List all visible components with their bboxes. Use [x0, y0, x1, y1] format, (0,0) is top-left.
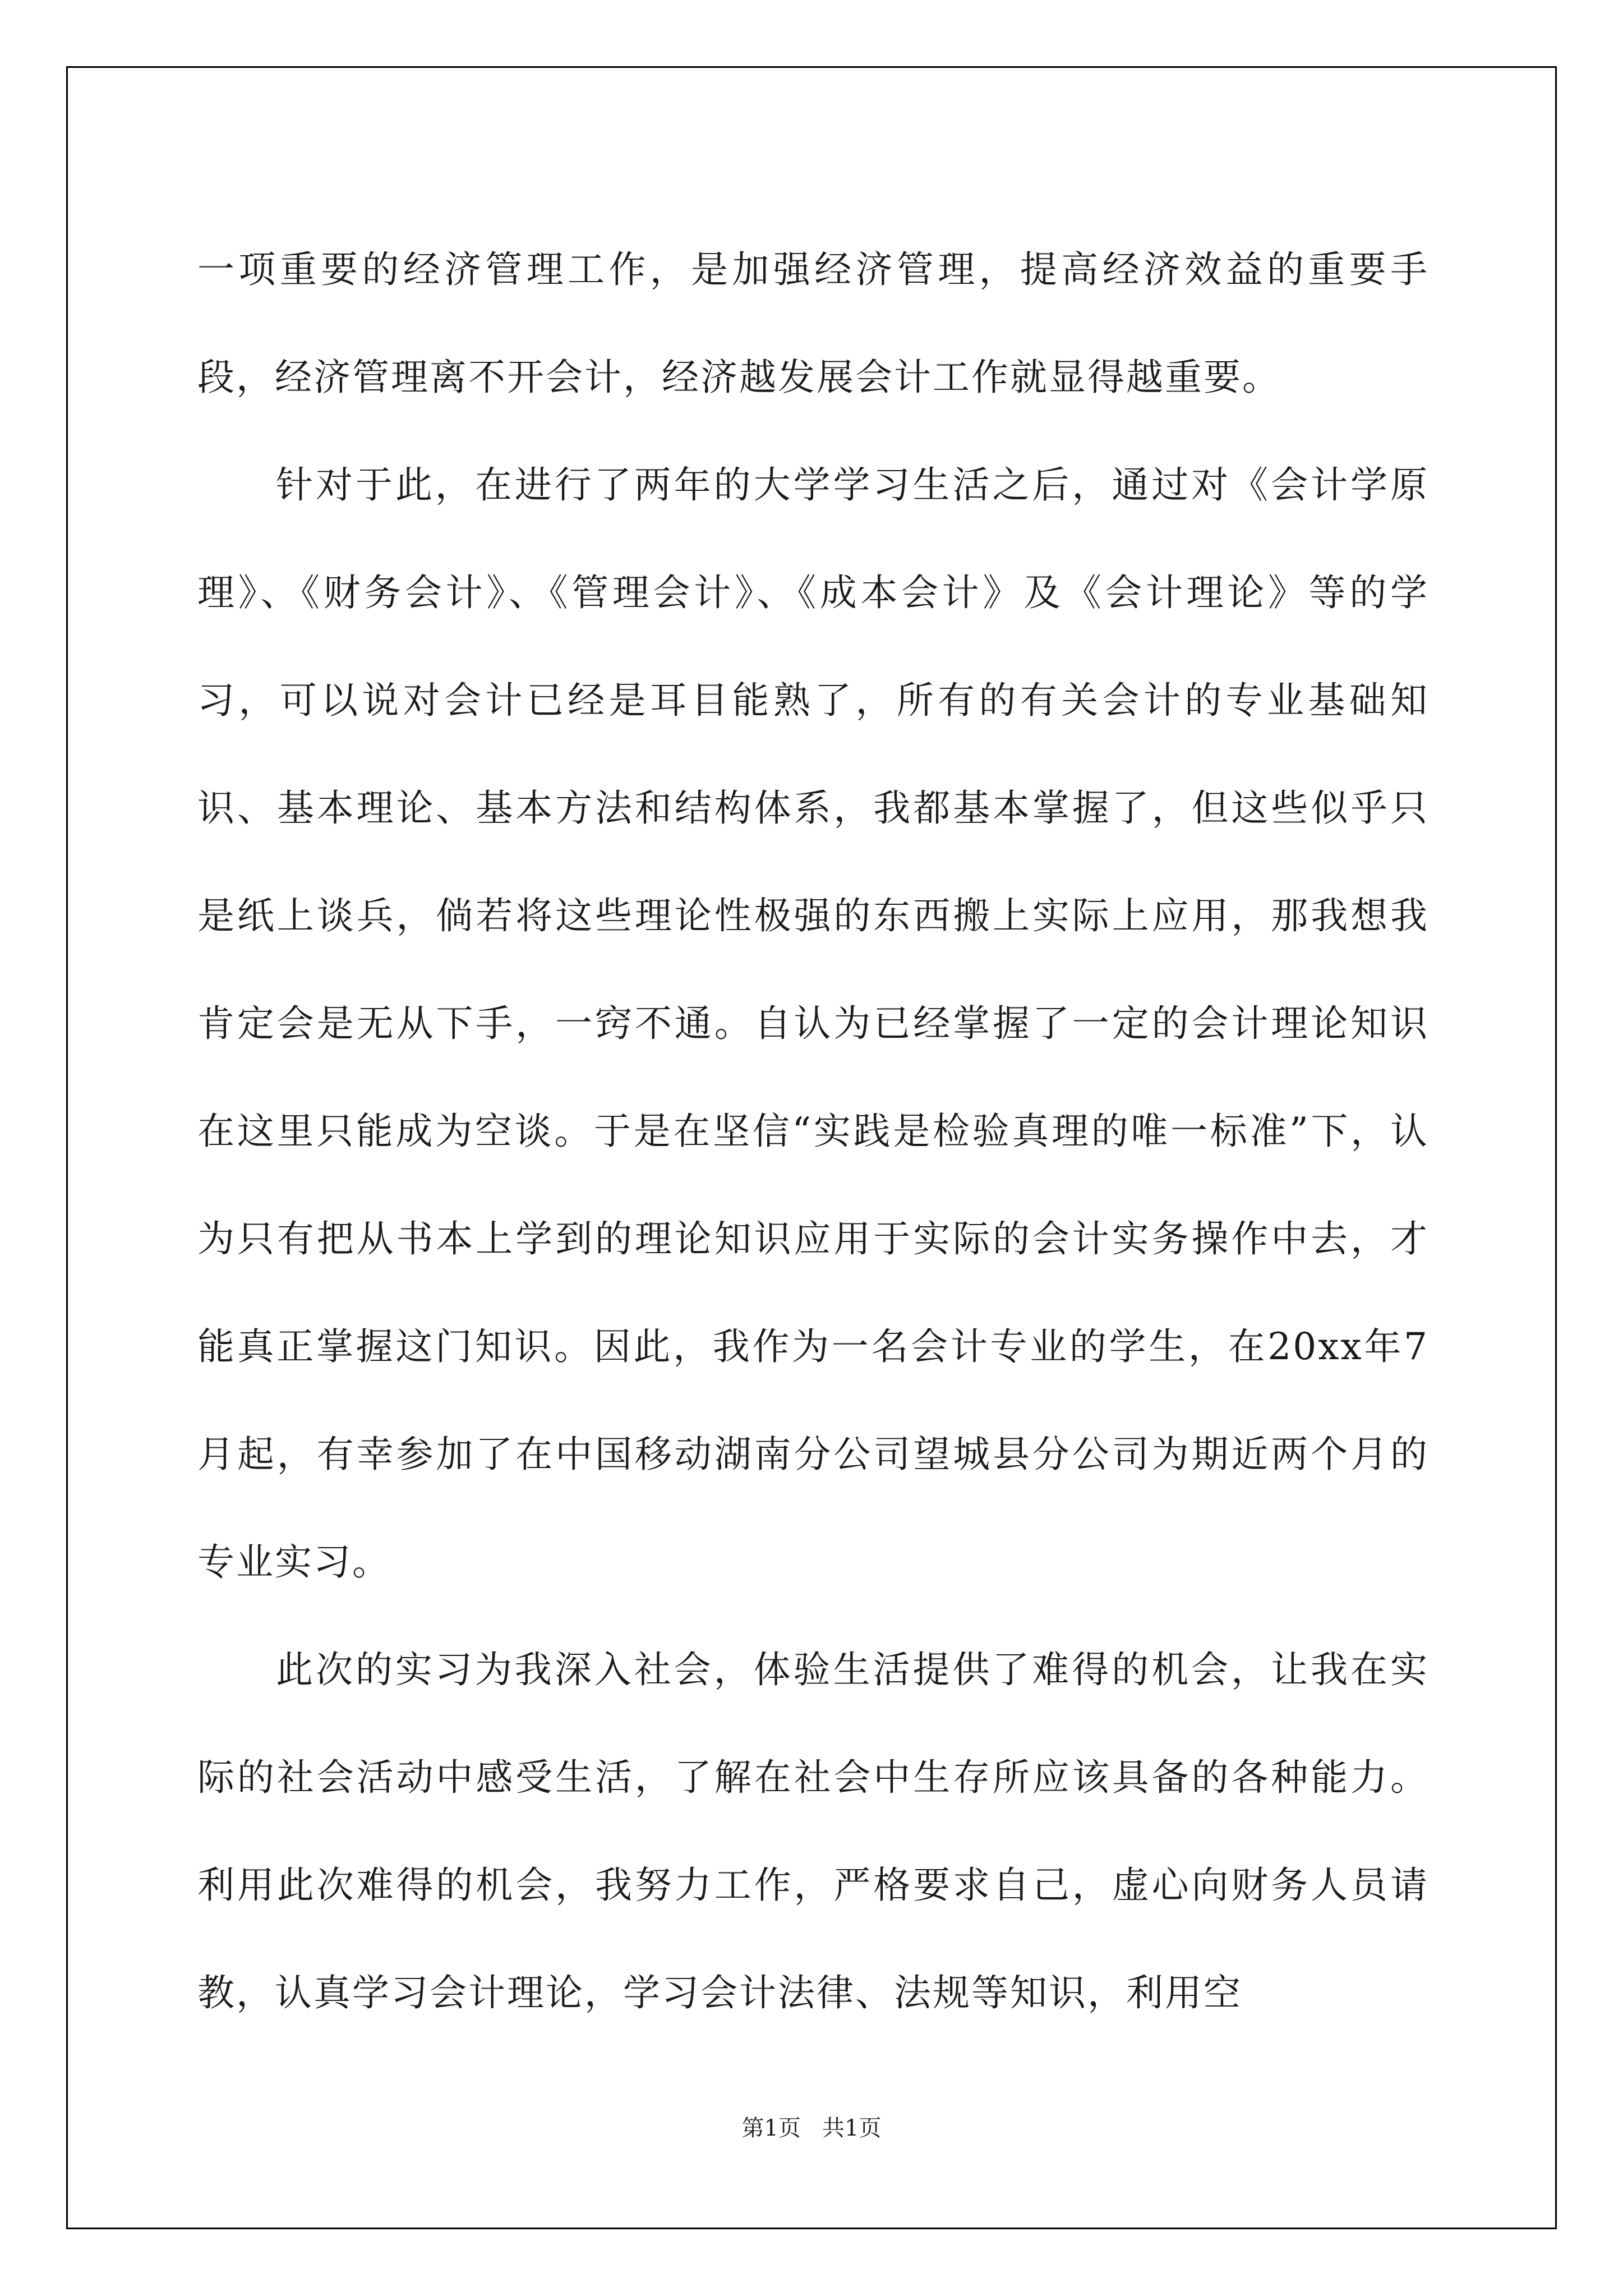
paragraph-continued: 一项重要的经济管理工作，是加强经济管理，提高经济效益的重要手段，经济管理离不开会计，经济越发展会计工作就显得越重要。 [197, 248, 1429, 399]
paragraph-study-background: 针对于此，在进行了两年的大学学习生活之后，通过对《会计学原理》、《财务会计》、《管理会计》、《成本会计》及《会计理论》等的学习，可以说对会计已经是耳目能熟了，所有的有关会计的专业基础知识、基本理论、基本方法和结构体系，我都基本掌握了，但这些似乎只是纸上谈兵，倘若将这些理论性极强的东西搬上实际上应用，那我想我肯定会是无从下手，一窍不通。自认为已经掌握了一定的会计理论知识在这里只能成为空谈。于是在坚信“实践是检验真理的唯一标准”下，认为只有把从书本上学到的理论知识应用于实际的会计实务操作中去，才能真正掌握这门知识。因此，我作为一名会计专业的学生，在20xx年7月起，有幸参加了在中国移动湖南分公司望城县分公司为期近两个月的专业实习。 [197, 463, 1429, 1584]
paragraph-internship-opportunity: 此次的实习为我深入社会，体验生活提供了难得的机会，让我在实际的社会活动中感受生活，了解在社会中生存所应该具备的各种能力。利用此次难得的机会，我努力工作，严格要求自己，虚心向财务人员请教，认真学习会计理论，学习会计法律、法规等知识，利用空 [197, 1648, 1429, 2014]
document-body [197, 216, 1429, 2047]
page-number-footer: 第1页 共1页 [741, 2115, 882, 2141]
